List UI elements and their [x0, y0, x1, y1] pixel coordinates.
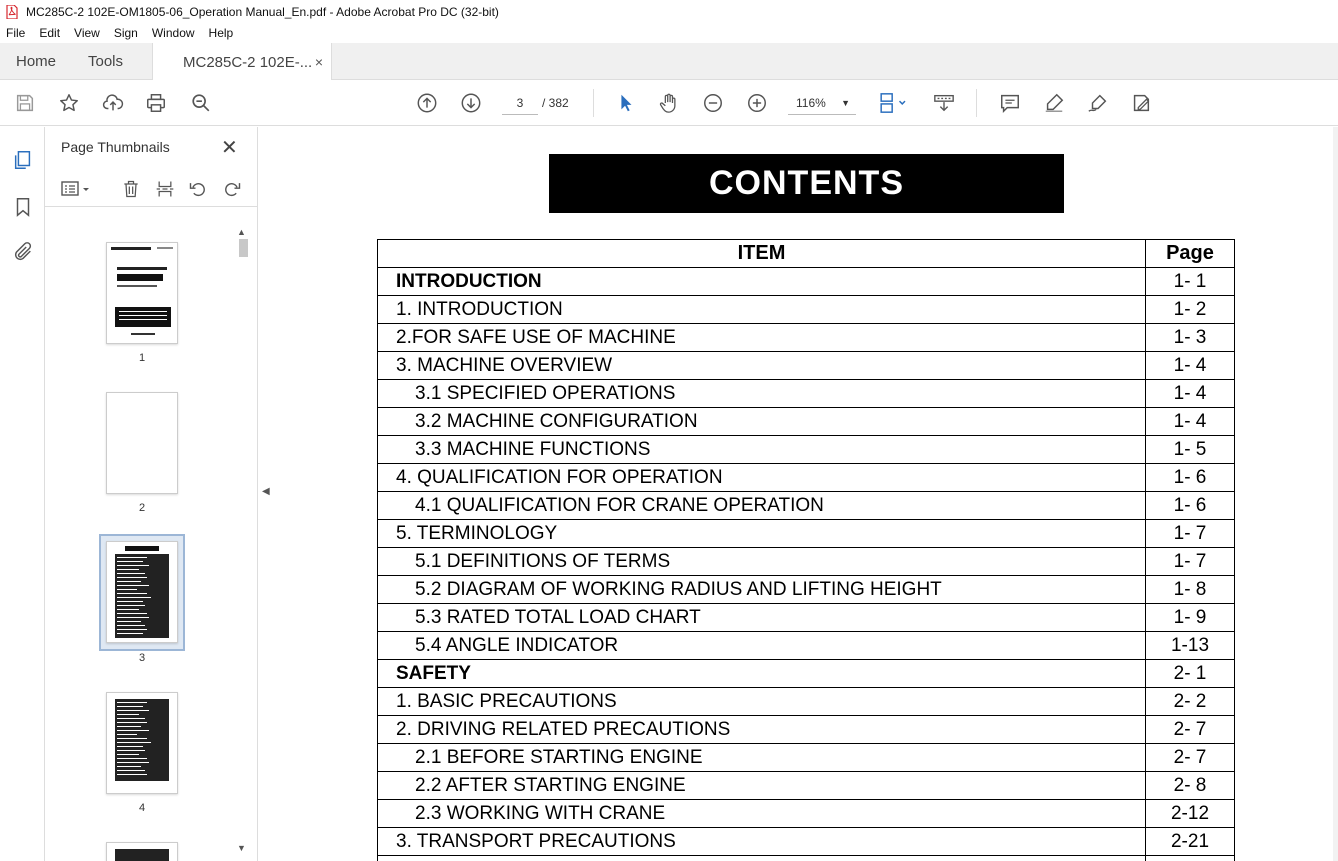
scrollbar-thumb[interactable] — [239, 239, 248, 257]
bookmarks-icon[interactable] — [11, 195, 35, 219]
toolbar — [0, 80, 1338, 126]
toc-item-title: 1. INTRODUCTION — [378, 296, 1146, 324]
toc-item-page: 1- 3 — [1146, 324, 1235, 352]
table-row — [378, 632, 1235, 660]
thumbnail-page-3[interactable] — [106, 541, 178, 643]
toc-item-title: 3. TRANSPORT PRECAUTIONS — [378, 828, 1146, 856]
toolbar-divider — [593, 89, 594, 117]
toc-item-title: 3.3 MACHINE FUNCTIONS — [378, 436, 1146, 464]
delete-page-icon[interactable] — [119, 177, 143, 201]
table-row — [378, 660, 1235, 688]
toc-item-title: 4.1 QUALIFICATION FOR CRANE OPERATION — [378, 492, 1146, 520]
table-row — [378, 576, 1235, 604]
save-icon[interactable] — [13, 91, 37, 115]
toc-item-page: 2-12 — [1146, 800, 1235, 828]
toc-item-page: 2- 7 — [1146, 716, 1235, 744]
toc-item-title: 2. DRIVING RELATED PRECAUTIONS — [378, 716, 1146, 744]
toc-item-page: 1- 7 — [1146, 520, 1235, 548]
toc-item-page: 2- 1 — [1146, 660, 1235, 688]
zoom-search-icon[interactable] — [189, 91, 213, 115]
chevron-down-icon: ▼ — [841, 98, 850, 108]
menu-file[interactable]: File — [6, 26, 26, 40]
toc-item-page: 1- 9 — [1146, 604, 1235, 632]
thumbnails-scrollbar[interactable] — [237, 227, 249, 853]
toc-item-title: 5.3 RATED TOTAL LOAD CHART — [378, 604, 1146, 632]
toc-item-page: 1- 1 — [1146, 268, 1235, 296]
acrobat-pdf-icon — [6, 5, 18, 19]
toc-item-title: 2.2 AFTER STARTING ENGINE — [378, 772, 1146, 800]
table-header-row — [378, 240, 1235, 268]
extract-page-icon[interactable] — [153, 177, 177, 201]
toc-item-page: 1- 7 — [1146, 548, 1235, 576]
window-title: MC285C-2 102E-OM1805-06_Operation Manual_En.pdf - Adobe Acrobat Pro DC (32-bit) — [26, 4, 499, 19]
toc-item-title: 2.3 WORKING WITH CRANE — [378, 800, 1146, 828]
toc-item-title: 5. TERMINOLOGY — [378, 520, 1146, 548]
tab-document-label: MC285C-2 102E-... — [183, 53, 313, 71]
toc-item-title — [378, 856, 1146, 861]
toc-item-page: 1- 2 — [1146, 296, 1235, 324]
title-bar — [0, 0, 1338, 23]
table-row — [378, 380, 1235, 408]
page-number-input[interactable]: 3 — [502, 91, 538, 115]
scroll-up-icon[interactable]: ▲ — [237, 227, 246, 237]
contents-page-preview — [107, 693, 177, 793]
toc-item-title: 1. BASIC PRECAUTIONS — [378, 688, 1146, 716]
table-row — [378, 492, 1235, 520]
toc-item-page: 2-21 — [1146, 828, 1235, 856]
sign-pen-icon[interactable] — [1086, 91, 1110, 115]
select-cursor-icon[interactable] — [614, 91, 638, 115]
table-row — [378, 744, 1235, 772]
toc-item-page: 2- 8 — [1146, 772, 1235, 800]
table-row — [378, 268, 1235, 296]
tab-home[interactable]: Home — [16, 53, 57, 70]
toc-item-page: 1- 6 — [1146, 464, 1235, 492]
toc-item-page: 1- 6 — [1146, 492, 1235, 520]
table-row — [378, 688, 1235, 716]
tab-document[interactable] — [152, 43, 332, 81]
document-scrollbar[interactable] — [1333, 127, 1338, 861]
menu-help[interactable]: Help — [208, 26, 234, 40]
hand-tool-icon[interactable] — [657, 91, 681, 115]
table-row — [378, 296, 1235, 324]
toc-item-page: 1- 4 — [1146, 408, 1235, 436]
table-row — [378, 436, 1235, 464]
contents-table — [377, 239, 1235, 861]
previous-page-icon[interactable] — [415, 91, 439, 115]
toc-item-title: INTRODUCTION — [378, 268, 1146, 296]
table-row — [378, 464, 1235, 492]
table-row — [378, 828, 1235, 856]
toc-item-title: 4. QUALIFICATION FOR OPERATION — [378, 464, 1146, 492]
toc-item-page: 2- 2 — [1146, 688, 1235, 716]
collapse-panel-icon[interactable]: ◀ — [262, 486, 270, 497]
contents-heading: CONTENTS — [549, 154, 1064, 213]
menu-view[interactable]: View — [74, 26, 100, 40]
toc-item-page: 1- 4 — [1146, 380, 1235, 408]
toc-item-title: 2.FOR SAFE USE OF MACHINE — [378, 324, 1146, 352]
next-page-icon[interactable] — [459, 91, 483, 115]
panel-toolbar — [45, 173, 258, 207]
toc-item-title: SAFETY — [378, 660, 1146, 688]
toc-item-title: 2.1 BEFORE STARTING ENGINE — [378, 744, 1146, 772]
page-display-icon[interactable] — [876, 91, 912, 115]
thumbnail-label-3: 3 — [138, 652, 146, 664]
toc-item-title: 3. MACHINE OVERVIEW — [378, 352, 1146, 380]
menu-bar — [0, 23, 1338, 43]
table-row — [378, 324, 1235, 352]
tab-tools[interactable]: Tools — [88, 53, 124, 70]
rotate-clockwise-icon[interactable] — [220, 177, 244, 201]
left-rail — [0, 127, 45, 861]
thumbnail-page-1[interactable] — [106, 242, 178, 344]
thumbnail-options-icon[interactable] — [59, 177, 93, 201]
toc-item-page: 1- 4 — [1146, 352, 1235, 380]
thumbnail-label-4: 4 — [138, 802, 146, 814]
table-row — [378, 520, 1235, 548]
thumbnail-label-1: 1 — [138, 352, 146, 364]
thumbnail-label-2: 2 — [138, 502, 146, 514]
zoom-level-select[interactable] — [788, 91, 856, 115]
thumbnail-page-2[interactable] — [106, 392, 178, 494]
zoom-level-value: 116% — [796, 96, 826, 110]
table-row — [378, 604, 1235, 632]
contents-page-preview — [107, 843, 177, 861]
document-view[interactable] — [276, 127, 1333, 861]
toc-item-page — [1146, 856, 1235, 861]
toc-item-title: 5.2 DIAGRAM OF WORKING RADIUS AND LIFTING HEIGHT — [378, 576, 1146, 604]
table-row — [378, 772, 1235, 800]
scroll-mode-icon[interactable] — [932, 91, 956, 115]
contents-page-preview — [107, 542, 177, 642]
comment-icon[interactable] — [998, 91, 1022, 115]
menu-window[interactable]: Window — [151, 26, 195, 40]
toc-item-page: 1- 8 — [1146, 576, 1235, 604]
column-header-item: ITEM — [378, 240, 1146, 268]
table-row — [378, 716, 1235, 744]
more-tools-icon[interactable] — [1129, 91, 1153, 115]
tab-bar — [0, 43, 1338, 80]
attachments-paperclip-icon[interactable] — [11, 240, 35, 264]
zoom-out-icon[interactable] — [701, 91, 725, 115]
scroll-down-icon[interactable]: ▼ — [237, 843, 246, 853]
close-panel-icon[interactable]: ✕ — [221, 137, 238, 159]
page-thumbnails-icon[interactable] — [11, 148, 35, 172]
highlight-pen-icon[interactable] — [1042, 91, 1066, 115]
contents-table-body — [378, 268, 1235, 861]
menu-edit[interactable]: Edit — [39, 26, 61, 40]
table-row — [378, 800, 1235, 828]
table-row — [378, 352, 1235, 380]
close-tab-icon[interactable]: × — [314, 54, 323, 70]
toc-item-page: 1- 5 — [1146, 436, 1235, 464]
panel-title: Page Thumbnails — [61, 139, 170, 155]
column-header-page: Page — [1146, 240, 1235, 268]
toc-item-title: 3.1 SPECIFIED OPERATIONS — [378, 380, 1146, 408]
thumbnail-page-4[interactable] — [106, 692, 178, 794]
toc-item-page: 2- 7 — [1146, 744, 1235, 772]
cover-page-preview — [107, 243, 177, 343]
table-row — [378, 408, 1235, 436]
rotate-counterclockwise-icon[interactable] — [186, 177, 210, 201]
table-row — [378, 856, 1235, 861]
print-icon[interactable] — [144, 91, 168, 115]
toolbar-divider — [976, 89, 977, 117]
page-total-label: / 382 — [542, 96, 569, 110]
table-row — [378, 548, 1235, 576]
toc-item-title: 5.1 DEFINITIONS OF TERMS — [378, 548, 1146, 576]
zoom-in-icon[interactable] — [745, 91, 769, 115]
toc-item-page: 1-13 — [1146, 632, 1235, 660]
bookmark-star-icon[interactable] — [57, 91, 81, 115]
toc-item-title: 5.4 ANGLE INDICATOR — [378, 632, 1146, 660]
menu-sign[interactable]: Sign — [113, 26, 138, 40]
thumbnail-page-5[interactable] — [106, 842, 178, 861]
upload-cloud-icon[interactable] — [101, 91, 125, 115]
toc-item-title: 3.2 MACHINE CONFIGURATION — [378, 408, 1146, 436]
